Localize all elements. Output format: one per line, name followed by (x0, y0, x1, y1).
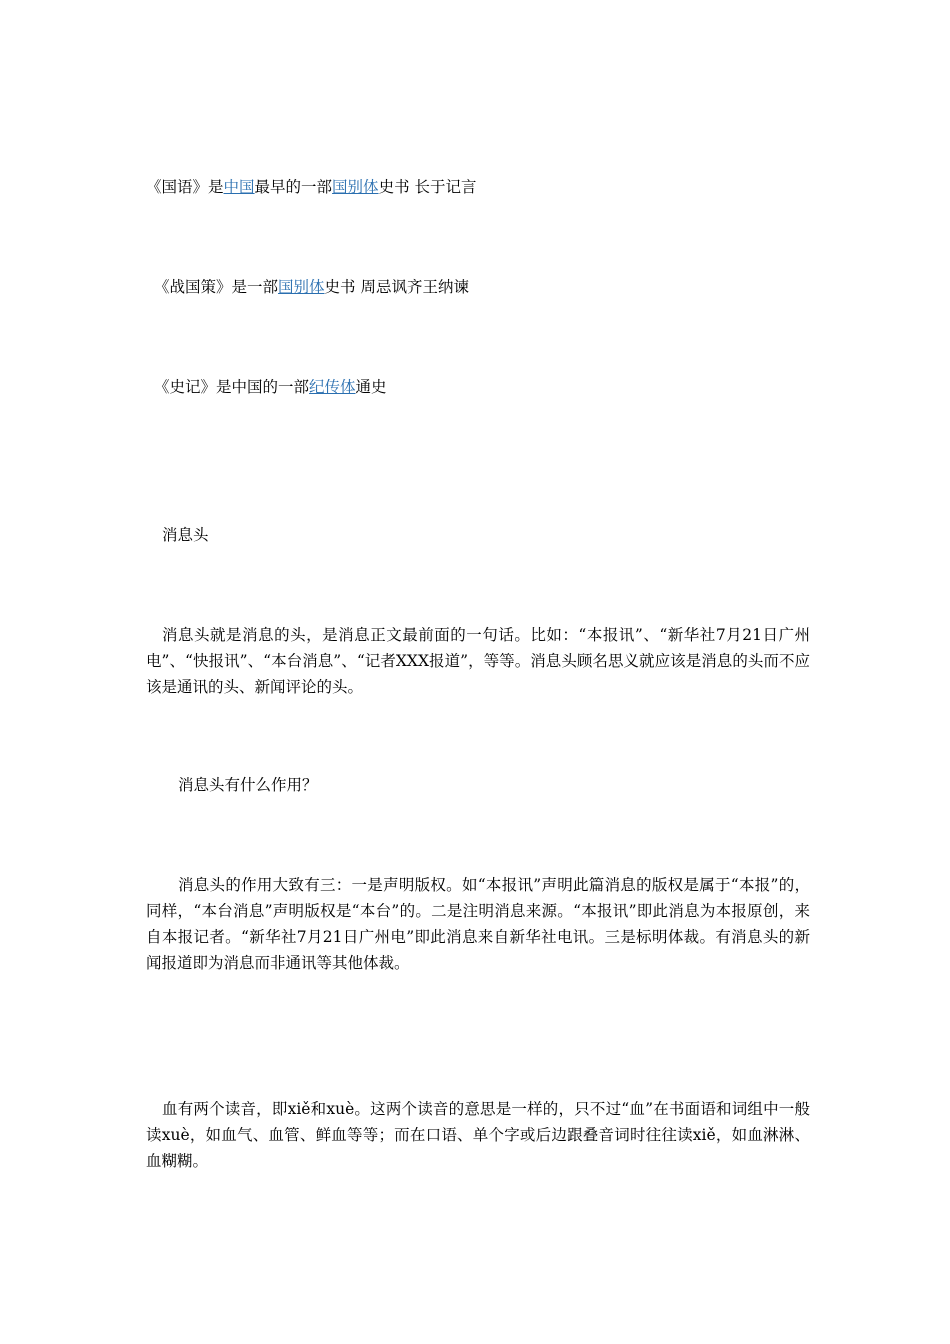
paragraph-xiaoxitou-function: 消息头的作用大致有三：一是声明版权。如“本报讯”声明此篇消息的版权是属于“本报”的，同样，“本台消息”声明版权是“本台”的。二是注明消息来源。“本报讯”即此消息为本报原创，来自本报记者。“新华社7月21日广州电”即此消息来自新华社电讯。三是标明体裁。有消息头的新闻报道即为消息而非通讯等其他体裁。 (146, 876, 810, 972)
line-zhanguoce-prefix: 《战国策》是一部 (154, 278, 279, 296)
line-guoyu (146, 174, 810, 200)
paragraph-xue-pronunciation: 血有两个读音，即xiě和xuè。这两个读音的意思是一样的，只不过“血”在书面语和词组中一般读xuè，如血气、血管、鲜血等等；而在口语、单个字或后边跟叠音词时往往读xiě，如血淋淋、血糊糊。 (146, 1100, 810, 1170)
line-guoyu-suffix: 史书 长于记言 (378, 178, 477, 196)
link-guobieti-2[interactable]: 国别体 (278, 278, 325, 296)
paragraph-xiaoxitou-definition: 消息头就是消息的头，是消息正文最前面的一句话。比如：“本报讯”、“新华社7月21日广州电”、“快报讯”、“本台消息”、“记者XXX报道”，等等。消息头顾名思义就应该是消息的头而不应该是通讯的头、新闻评论的头。 (146, 626, 810, 696)
line-shiji-suffix: 通史 (355, 378, 387, 396)
line-zhanguoce-suffix: 史书 周忌讽齐王纳谏 (324, 278, 469, 296)
link-zhongguo[interactable]: 中国 (223, 178, 255, 196)
link-zhuanjiti[interactable]: 纪传体 (309, 378, 356, 396)
line-shiji-prefix: 《史记》是中国的一部 (154, 378, 310, 396)
line-shiji (154, 374, 818, 400)
heading-xiaoxitou: 消息头 (162, 526, 209, 544)
line-zhanguoce (154, 274, 818, 300)
line-guoyu-prefix: 《国语》是 (146, 178, 224, 196)
line-guoyu-mid: 最早的一部 (254, 178, 333, 196)
heading-xiaoxitou-function: 消息头有什么作用？ (178, 776, 318, 794)
link-guobieti-1[interactable]: 国别体 (332, 178, 379, 196)
